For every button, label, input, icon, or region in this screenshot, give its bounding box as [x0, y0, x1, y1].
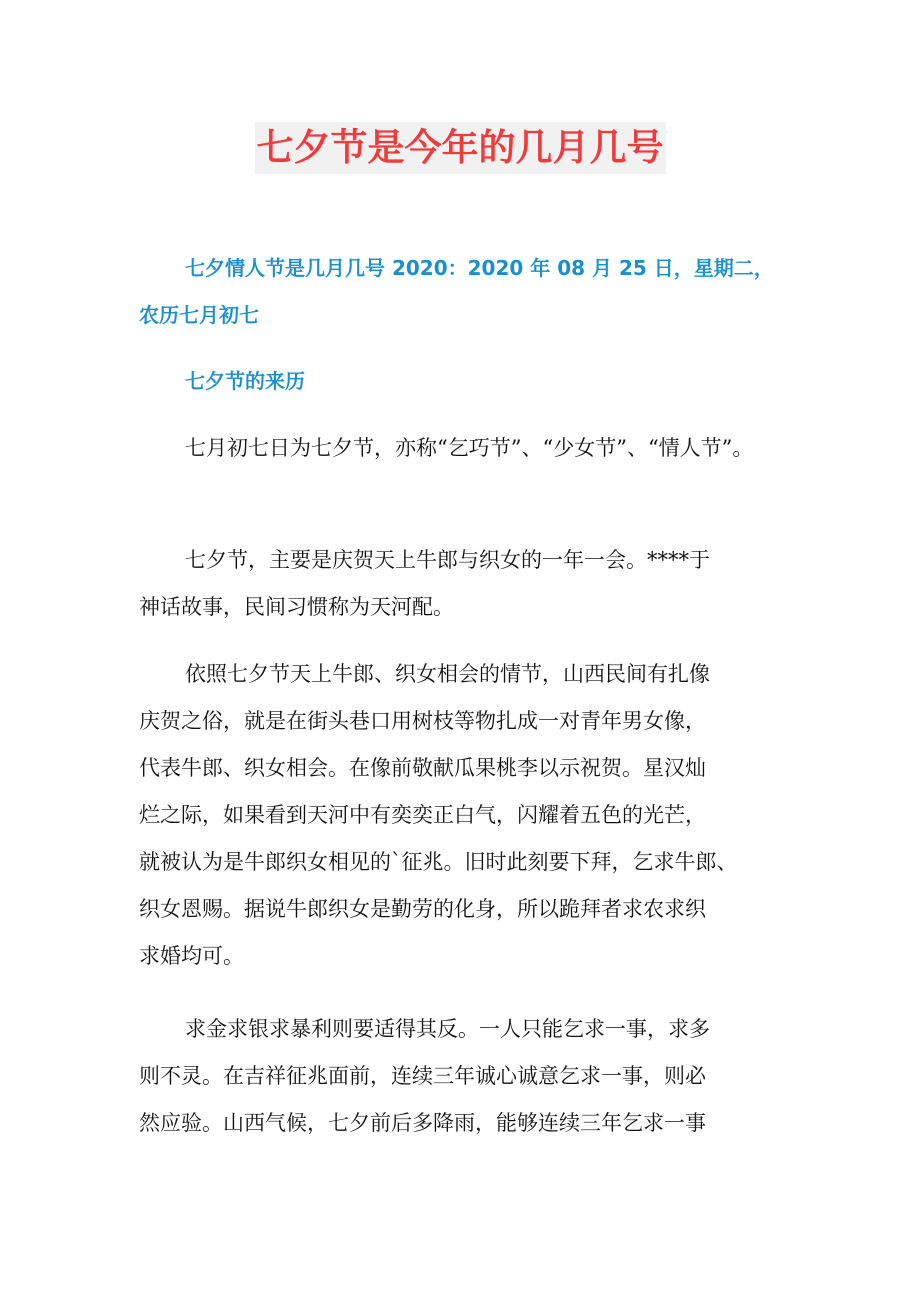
origin-heading	[139, 358, 789, 405]
paragraph-line: 织女恩赐。据说牛郎织女是勤劳的化身，所以跪拜者求农求织	[139, 897, 706, 921]
body-paragraph-1	[139, 537, 789, 631]
paragraph-line: 求金求银求暴利则要适得其反。一人只能乞求一事，求多	[185, 1017, 710, 1041]
origin-heading-text: 七夕节的来历	[185, 369, 305, 393]
paragraph-line: 烂之际，如果看到天河中有奕奕正白气，闪耀着五色的光芒，	[139, 803, 706, 827]
date-line: 七夕情人节是几月几号 2020：2020 年 08 月 25 日，星期二，	[185, 256, 774, 280]
paragraph-line: 就被认为是牛郎织女相见的`征兆。旧时此刻要下拜，乞求牛郎、	[139, 850, 738, 874]
title-container	[0, 122, 920, 174]
paragraph-line: 庆贺之俗，就是在街头巷口用树枝等物扎成一对青年男女像，	[139, 709, 706, 733]
paragraph-line: 则不灵。在吉祥征兆面前，连续三年诚心诚意乞求一事，则必	[139, 1064, 706, 1088]
paragraph-line: 求婚均可。	[139, 944, 244, 968]
page-title: 七夕节是今年的几月几号	[255, 122, 666, 174]
intro-line: 七月初七日为七夕节，亦称“乞巧节”、“少女节”、“情人节”。	[185, 436, 754, 460]
body-paragraph-3	[139, 1006, 789, 1147]
paragraph-line: 然应验。山西气候，七夕前后多降雨，能够连续三年乞求一事	[139, 1111, 706, 1135]
body-paragraph-2	[139, 651, 789, 980]
paragraph-line: 依照七夕节天上牛郎、织女相会的情节，山西民间有扎像	[185, 662, 710, 686]
paragraph-line: 七夕节，主要是庆贺天上牛郎与织女的一年一会。****于	[185, 548, 710, 572]
date-paragraph	[139, 245, 789, 339]
paragraph-line: 代表牛郎、织女相会。在像前敬献瓜果桃李以示祝贺。星汉灿	[139, 756, 706, 780]
date-line: 农历七月初七	[139, 303, 259, 327]
paragraph-line: 神话故事，民间习惯称为天河配。	[139, 595, 454, 619]
intro-paragraph	[139, 425, 789, 472]
